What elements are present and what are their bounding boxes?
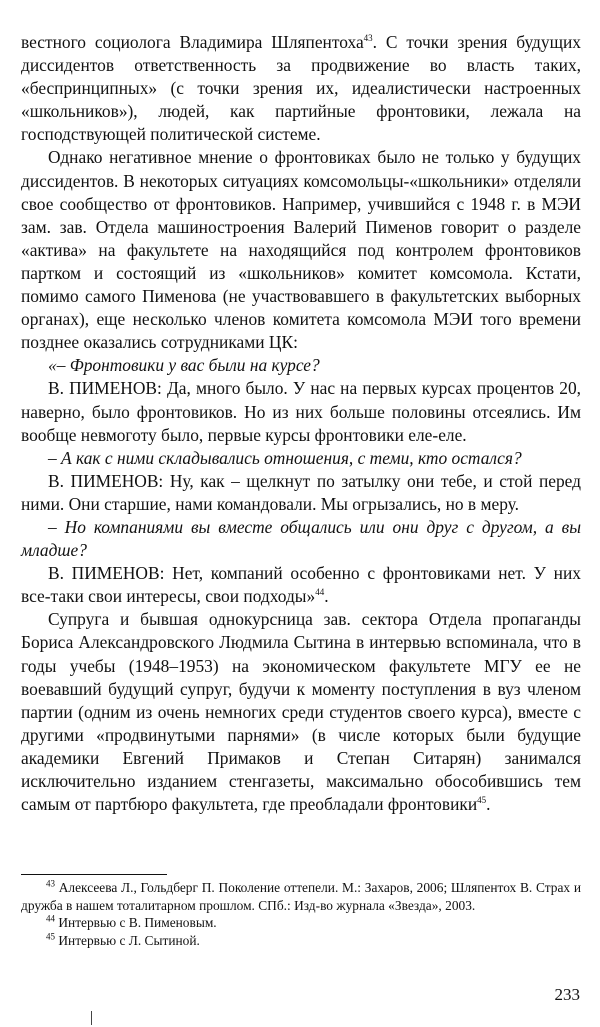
footnote-ref-45[interactable]: 45	[477, 795, 487, 806]
footnote-ref-44[interactable]: 44	[315, 587, 325, 598]
footnote: $^{45}$ Интервью с Л. Сытиной.	[46, 931, 200, 948]
interview-answer-3: В. ПИМЕНОВ: Нет, компаний особенно с фронтовиками нет. У них все-таки свои интересы, свои подходы»$^{44}$.	[21, 563, 581, 607]
interview-answer-2: В. ПИМЕНОВ: Ну, как – щелкнут по затылку они тебе, и стой перед ними. Они старшие, нами командовали. Мы огрызались, но в меру.	[21, 470, 581, 514]
interview-answer-1: В. ПИМЕНОВ: Да, много было. У нас на первых курсах процентов 20, наверно, было фронтовиков. Но из них больше половины отсеялись. Им вообще невмоготу было, первые курсы фронтовики еле-еле.	[21, 378, 581, 445]
interview-question-1: «– Фронтовики у вас были на курсе?	[48, 355, 320, 376]
footnotes	[21, 879, 581, 949]
footnote-ref-43[interactable]: 43	[363, 33, 373, 44]
page-number: 233	[554, 985, 580, 1004]
paragraph-sytina: Супруга и бывшая однокурсница зав. сектора Отдела пропаганды Бориса Александровского Людмила Сытина в интервью вспоминала, что в годы учебы (1948–1953) на экономическом факультете МГУ ее не воевавший будущий супруг, будучи к моменту поступления в вуз членом партии (одним из очень немногих среди студентов своего курса), вместе с другими «продвинутыми парнями» (в числе которых были будущие академики Евгений Примаков и Степан Ситарян) занимался исключительно изданием стенгазеты, максимально обособившись тем самым от партбюро факультета, где преобладали фронтовики$^{45}$.	[21, 609, 581, 815]
footnote: $^{44}$ Интервью с В. Пименовым.	[46, 913, 217, 930]
interview-question-2: – А как с ними складывались отношения, с теми, кто остался?	[48, 447, 522, 468]
interview-question-3: – Но компаниями вы вместе общались или они друг с другом, а вы младше?	[21, 516, 581, 561]
main-text	[21, 31, 581, 816]
paragraph-opinion: Однако негативное мнение о фронтовиках было не только у будущих диссидентов. В некоторых ситуациях комсомольцы-«школьники» отделяли свое сообщество от фронтовиков. Например, учившийся с 1948 г. в МЭИ зам. зав. Отдела машиностроения Валерий Пименов говорит о разделе «актива» на факультете на находящийся под контролем фронтовиков партком и состоящий из «школьников» комитет комсомола. Кстати, помимо самого Пименова (не участвовавшего в факультетских выборных органах), еще несколько членов комитета комсомола МЭИ того времени позднее оказались сотрудниками ЦК:	[21, 147, 581, 353]
footnote: $^{43}$ Алексеева Л., Гольдберг П. Поколение оттепели. М.: Захаров, 2006; Шляпентох В. Страх и дружба в нашем тоталитарном прошлом. СПб.: Изд-во журнала «Звезда», 2003.	[21, 878, 582, 913]
footnote-divider	[21, 874, 167, 875]
scan-mark	[91, 1011, 92, 1025]
paragraph-continuation: вестного социолога Владимира Шляпентоха$^{43}$. С точки зрения будущих диссидентов ответственность за продвижение во власть таких, «беспринципных» (с точки зрения их, идеалистически настроенных «школьников»), людей, как партийные фронтовики, лежала на господствующей политической системе.	[21, 32, 581, 145]
